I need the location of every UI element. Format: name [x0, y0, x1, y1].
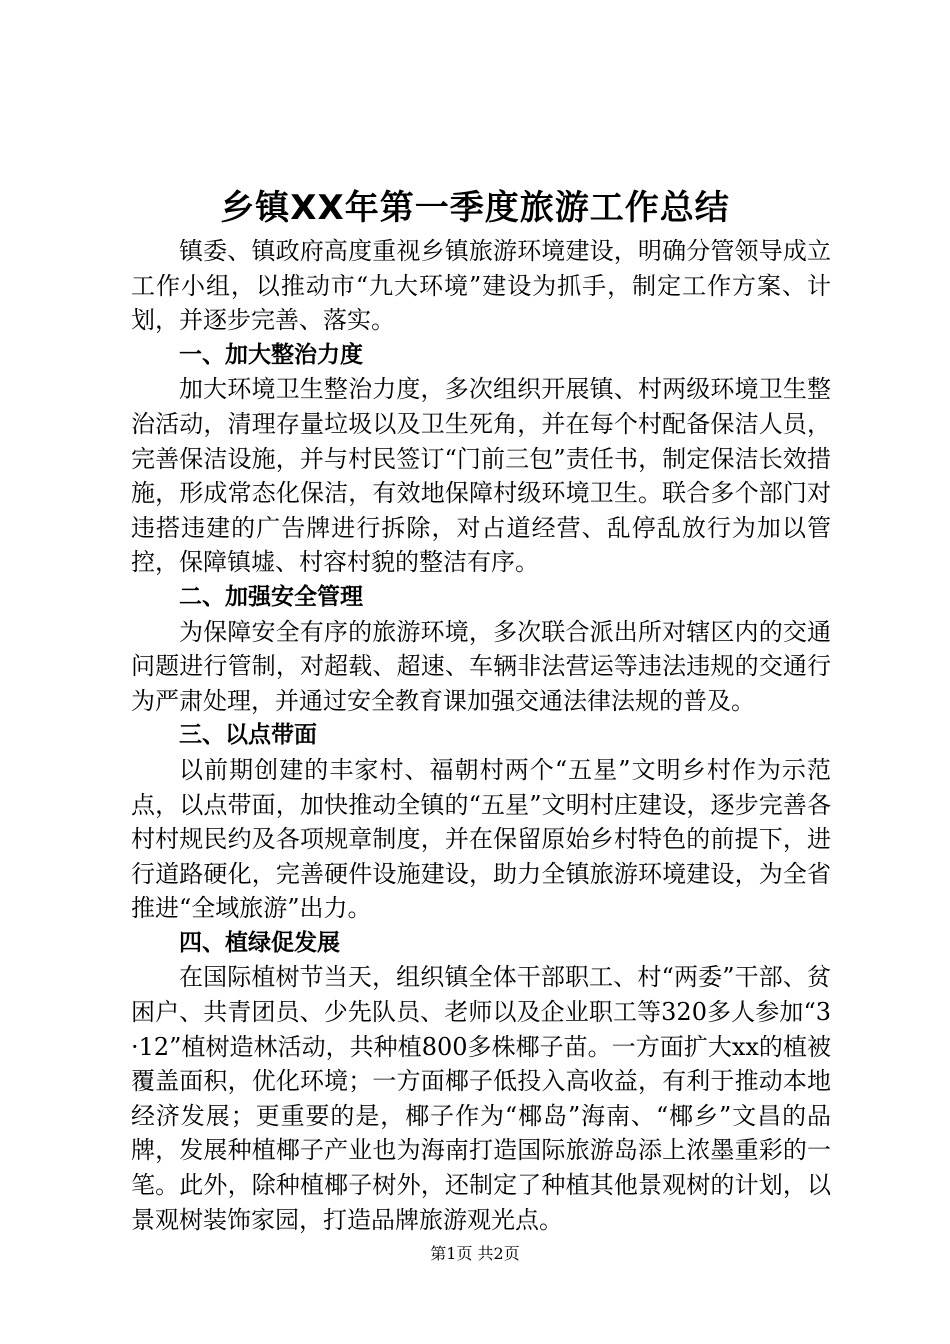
section-heading-3: 三、以点带面 [179, 722, 317, 749]
page-number-footer: 第1页 共2页 [430, 1244, 520, 1263]
intro-paragraph: 镇委、镇政府高度重视乡镇旅游环境建设，明确分管领导成立工作小组，以推动市“九大环境”建设为抓手，制定工作方案、计划，并逐步完善、落实。 [131, 237, 831, 335]
section-body-4: 在国际植树节当天，组织镇全体干部职工、村“两委”干部、贫困户、共青团员、少先队员、老师以及企业职工等320多人参加“3·12”植树造林活动，共种植800多株椰子苗。一方面扩大xx的植被覆盖面积，优化环境；一方面椰子低投入高收益，有利于推动本地经济发展；更重要的是，椰子作为“椰岛”海南、“椰乡”文昌的品牌，发展种植椰子产业也为海南打造国际旅游岛添上浓墨重彩的一笔。此外，除种植椰子树外，还制定了种植其他景观树的计划，以景观树装饰家园，打造品牌旅游观光点。 [131, 963, 831, 1234]
section-body-3: 以前期创建的丰家村、福朝村两个“五星”文明乡村作为示范点，以点带面，加快推动全镇的“五星”文明村庄建设，逐步完善各村村规民约及各项规章制度，并在保留原始乡村特色的前提下，进行道路硬化，完善硬件设施建设，助力全镇旅游环境建设，为全省推进“全域旅游”出力。 [131, 755, 831, 923]
section-heading-1: 一、加大整治力度 [179, 341, 363, 368]
document-body [131, 234, 831, 1237]
section-heading-2: 二、加强安全管理 [179, 583, 363, 610]
document-title: 乡镇XX年第一季度旅游工作总结 [220, 188, 730, 228]
section-body-2: 为保障安全有序的旅游环境，多次联合派出所对辖区内的交通问题进行管制，对超载、超速、车辆非法营运等违法违规的交通行为严肃处理，并通过安全教育课加强交通法律法规的普及。 [131, 617, 831, 715]
section-body-1: 加大环境卫生整治力度，多次组织开展镇、村两级环境卫生整治活动，清理存量垃圾以及卫生死角，并在每个村配备保洁人员，完善保洁设施，并与村民签订“门前三包”责任书，制定保洁长效措施，形成常态化保洁，有效地保障村级环境卫生。联合多个部门对违搭违建的广告牌进行拆除，对占道经营、乱停乱放行为加以管控，保障镇墟、村容村貌的整洁有序。 [131, 375, 831, 577]
section-heading-4: 四、植绿促发展 [179, 929, 340, 956]
